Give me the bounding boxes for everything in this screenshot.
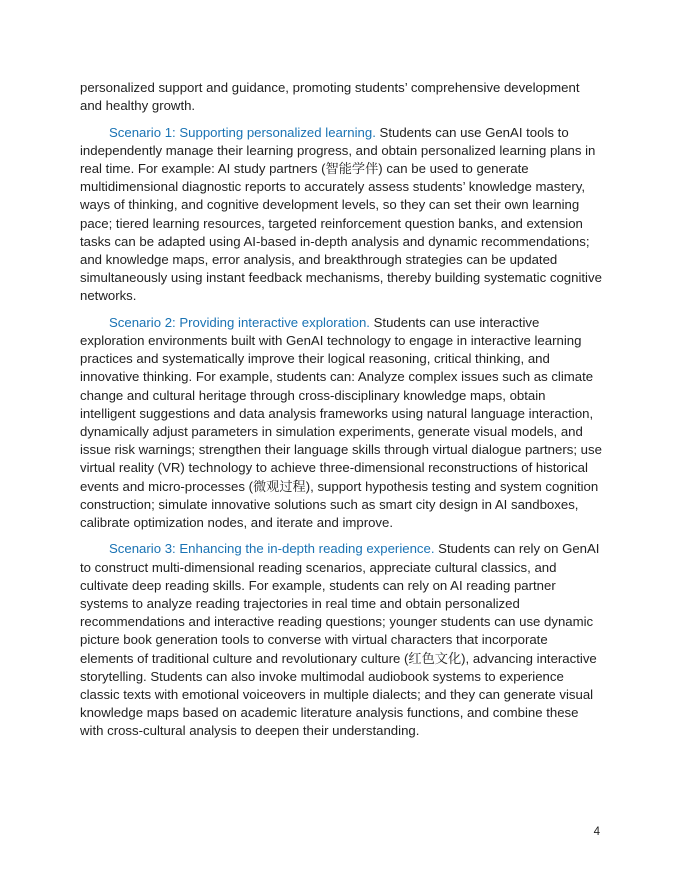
scenario-3-heading: Scenario 3: Enhancing the in-depth reading experience.	[109, 541, 435, 557]
scenario-2-paragraph	[80, 314, 602, 532]
page-content	[80, 79, 602, 749]
scenario-1-heading: Scenario 1: Supporting personalized learning.	[109, 124, 376, 140]
scenario-2-body: Students can use interactive exploration environments built with GenAI technology to engage in interactive learning practices and systematically improve their logical reasoning, critical thinking, and innovative thinking. For example, students can: Analyze complex issues such as climate change and cultural heritage through cross-disciplinary knowledge maps, obtain intelligent suggestions and data analysis frameworks using natural language interaction, dynamically adjust parameters in simulation experiments, generate visual models, and issue risk warnings; strengthen their language skills through virtual dialogue partners; use virtual reality (VR) technology to achieve three-dimensional reconstructions of historical events and micro-processes (微观过程), support hypothesis testing and system cognition construction; simulate innovative solutions such as smart city design in AI sandboxes, calibrate optimization nodes, and iterate and improve.	[80, 314, 602, 531]
scenario-1-paragraph	[80, 124, 602, 306]
page-number: 4	[593, 826, 600, 838]
scenario-1-body: Students can use GenAI tools to independently manage their learning progress, and obtain personalized learning plans in real time. For example: AI study partners (智能学伴) can be used to generate multidimensional diagnostic reports to accurately assess students’ knowledge mastery, ways of thinking, and cognitive development levels, so they can set their own learning pace; tiered learning resources, targeted reinforcement question banks, and extension tasks can be adapted using AI-based in-depth analysis and dynamic recommendations; and knowledge maps, error analysis, and breakthrough strategies can be updated simultaneously using instant feedback mechanisms, thereby building systematic cognitive networks.	[80, 124, 602, 304]
scenario-2-heading: Scenario 2: Providing interactive exploration.	[109, 314, 370, 330]
scenario-3-paragraph	[80, 540, 602, 740]
scenario-3-body: Students can rely on GenAI to construct multi-dimensional reading scenarios, appreciate cultural classics, and cultivate deep reading skills. For example, students can rely on AI reading partner systems to analyze reading trajectories in real time and obtain personalized recommendations and interactive reading questions; younger students can use dynamic picture book generation tools to converse with virtual characters that incorporate elements of traditional culture and revolutionary culture (红色文化), advancing interactive storytelling. Students can also invoke multimodal audiobook systems to experience classic texts with emotional voiceovers in multiple dialects; and they can generate visual knowledge maps based on academic literature analysis functions, and combine these with cross-cultural analysis to deepen their understanding.	[80, 541, 600, 739]
intro-paragraph: personalized support and guidance, promoting students’ comprehensive development and healthy growth.	[80, 80, 580, 114]
